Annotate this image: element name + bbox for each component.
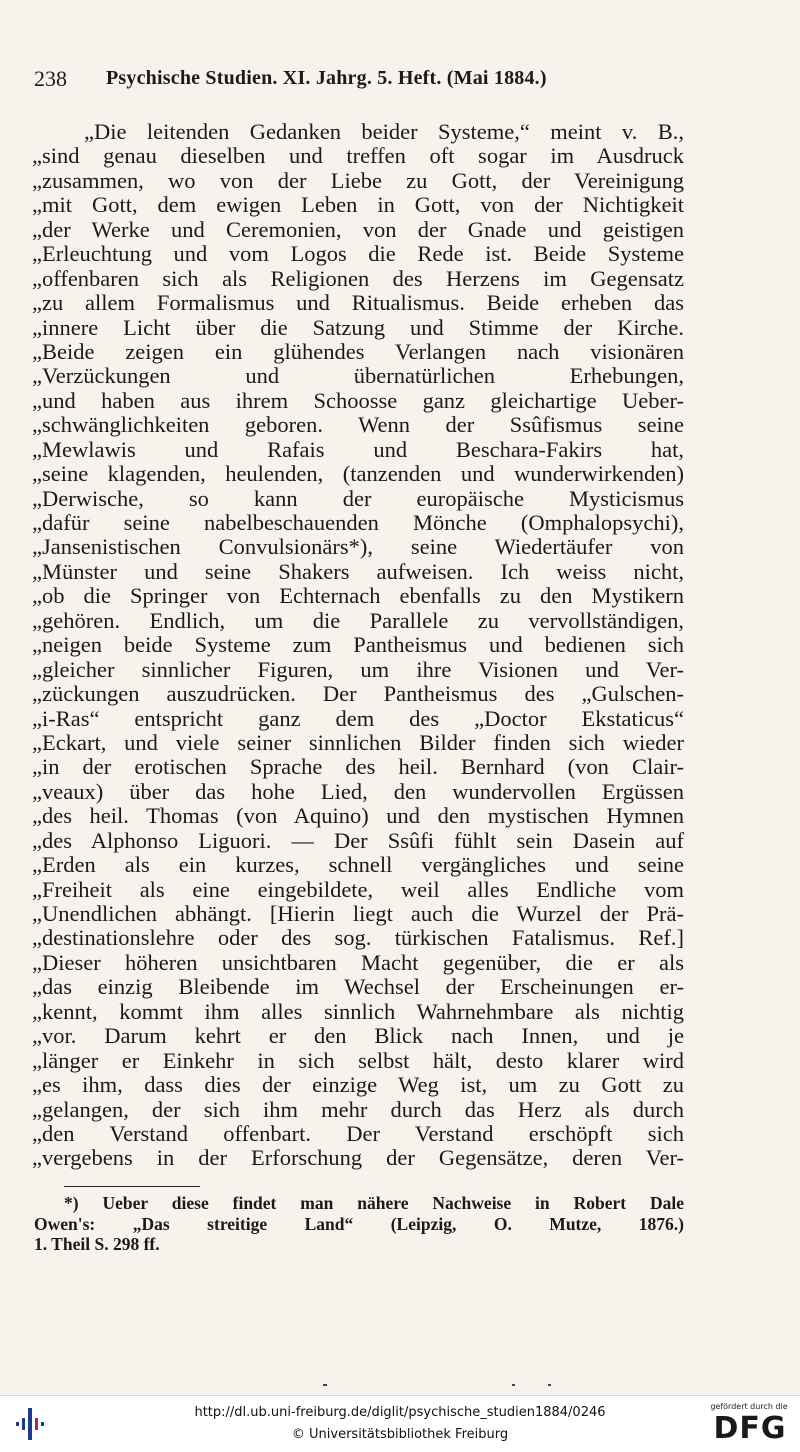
dfg-logo-text: DFG bbox=[713, 1411, 787, 1446]
footnote-separator bbox=[64, 1186, 200, 1187]
text-line: „Beide zeigen ein glühendes Verlangen nach visionären bbox=[32, 339, 684, 364]
running-title: Psychische Studien. XI. Jahrg. 5. Heft. (Mai 1884.) bbox=[106, 67, 547, 89]
main-text-block bbox=[32, 120, 684, 1171]
text-line: „zusammen, wo von der Liebe zu Gott, der Vereinigung bbox=[32, 168, 684, 193]
text-line: „schwänglichkeiten geboren. Wenn der Ssûfismus seine bbox=[32, 413, 684, 438]
text-line: „sind genau dieselben und treffen oft sogar im Ausdruck bbox=[32, 144, 684, 169]
text-line: „des heil. Thomas (von Aquino) und den mystischen Hymnen bbox=[32, 804, 684, 829]
text-line: „länger er Einkehr in sich selbst hält, desto klarer wird bbox=[32, 1048, 684, 1073]
footnote-line: Owen's: „Das streitige Land“ (Leipzig, O. Mutze, 1876.) bbox=[34, 1213, 684, 1234]
text-line: „der Werke und Ceremonien, von der Gnade und geistigen bbox=[32, 217, 684, 242]
text-line: „zückungen auszudrücken. Der Pantheismus des „Gulschen- bbox=[32, 682, 684, 707]
text-line: „Erleuchtung und vom Logos die Rede ist. Beide Systeme bbox=[32, 242, 684, 267]
text-line: „gelangen, der sich ihm mehr durch das Herz als durch bbox=[32, 1097, 684, 1122]
text-line: „und haben aus ihrem Schoosse ganz gleichartige Ueber- bbox=[32, 388, 684, 413]
text-line: „Münster und seine Shakers aufweisen. Ich weiss nicht, bbox=[32, 559, 684, 584]
text-line: „gehören. Endlich, um die Parallele zu vervollständigen, bbox=[32, 608, 684, 633]
text-line: „destinationslehre oder des sog. türkischen Fatalismus. Ref.] bbox=[32, 926, 684, 951]
document-url[interactable]: http://dl.ub.uni-freiburg.de/diglit/psychische_studien1884/0246 bbox=[194, 1405, 606, 1420]
text-line: „zu allem Formalismus und Ritualismus. Beide erheben das bbox=[32, 291, 684, 316]
text-line: „mit Gott, dem ewigen Leben in Gott, von der Nichtigkeit bbox=[32, 193, 684, 218]
text-line: „Die leitenden Gedanken beider Systeme,“ meint v. B., bbox=[84, 120, 684, 144]
text-line: „seine klagenden, heulenden, (tanzenden und wunderwirkenden) bbox=[32, 462, 684, 487]
text-line: „Jansenistischen Convulsionärs*), seine Wiedertäufer von bbox=[32, 535, 684, 560]
page-header bbox=[34, 66, 684, 96]
text-line: „Eckart, und viele seiner sinnlichen Bilder finden sich wieder bbox=[32, 730, 684, 755]
footnote-line: 1. Theil S. 298 ff. bbox=[34, 1234, 160, 1254]
dfg-caption: gefördert durch die bbox=[710, 1402, 788, 1411]
text-line: „innere Licht über die Satzung und Stimme der Kirche. bbox=[32, 315, 684, 340]
text-line: „vergebens in der Erforschung der Gegensätze, deren Ver- bbox=[32, 1146, 684, 1171]
text-line: „gleicher sinnlicher Figuren, um ihre Visionen und Ver- bbox=[32, 657, 684, 682]
scan-specks bbox=[0, 1384, 800, 1392]
text-line: „des Alphonso Liguori. — Der Ssûfi fühlt sein Dasein auf bbox=[32, 828, 684, 853]
viewer-footer bbox=[0, 1395, 800, 1452]
text-line: „vor. Darum kehrt er den Blick nach Innen, und je bbox=[32, 1024, 684, 1049]
text-line: „Verzückungen und übernatürlichen Erhebungen, bbox=[32, 364, 684, 389]
text-line: „Erden als ein kurzes, schnell vergängliches und seine bbox=[32, 853, 684, 878]
text-line: „Mewlawis und Rafais und Beschara-Fakirs hat, bbox=[32, 437, 684, 462]
text-line: „das einzig Bleibende im Wechsel der Erscheinungen er- bbox=[32, 975, 684, 1000]
text-line: „veaux) über das hohe Lied, den wundervollen Ergüssen bbox=[32, 779, 684, 804]
text-line: „es ihm, dass dies der einzige Weg ist, um zu Gott zu bbox=[32, 1073, 684, 1098]
text-line: „offenbaren sich als Religionen des Herzens im Gegensatz bbox=[32, 266, 684, 291]
text-line: „kennt, kommt ihm alles sinnlich Wahrnehmbare als nichtig bbox=[32, 999, 684, 1024]
text-line: „i-Ras“ entspricht ganz dem des „Doctor Ekstaticus“ bbox=[32, 706, 684, 731]
text-line: „dafür seine nabelbeschauenden Mönche (Omphalopsychi), bbox=[32, 511, 684, 535]
text-line: „Unendlichen abhängt. [Hierin liegt auch die Wurzel der Prä- bbox=[32, 902, 684, 926]
copyright-notice: © Universitätsbibliothek Freiburg bbox=[291, 1427, 509, 1442]
page-number: 238 bbox=[34, 66, 67, 91]
footnote-line: *) Ueber diese findet man nähere Nachweise in Robert Dale bbox=[64, 1193, 684, 1213]
footnote-block bbox=[34, 1193, 684, 1255]
text-line: „Dieser höheren unsichtbaren Macht gegenüber, die er als bbox=[32, 950, 684, 975]
text-line: „neigen beide Systeme zum Pantheismus und bedienen sich bbox=[32, 633, 684, 658]
text-line: „in der erotischen Sprache des heil. Bernhard (von Clair- bbox=[32, 755, 684, 780]
text-line: „ob die Springer von Echternach ebenfalls zu den Mystikern bbox=[32, 584, 684, 609]
text-line: „Derwische, so kann der europäische Mysticismus bbox=[32, 486, 684, 511]
dfg-logo-icon bbox=[704, 1402, 794, 1448]
text-line: „den Verstand offenbart. Der Verstand erschöpft sich bbox=[32, 1121, 684, 1146]
text-line: „Freiheit als eine eingebildete, weil alles Endliche vom bbox=[32, 877, 684, 902]
